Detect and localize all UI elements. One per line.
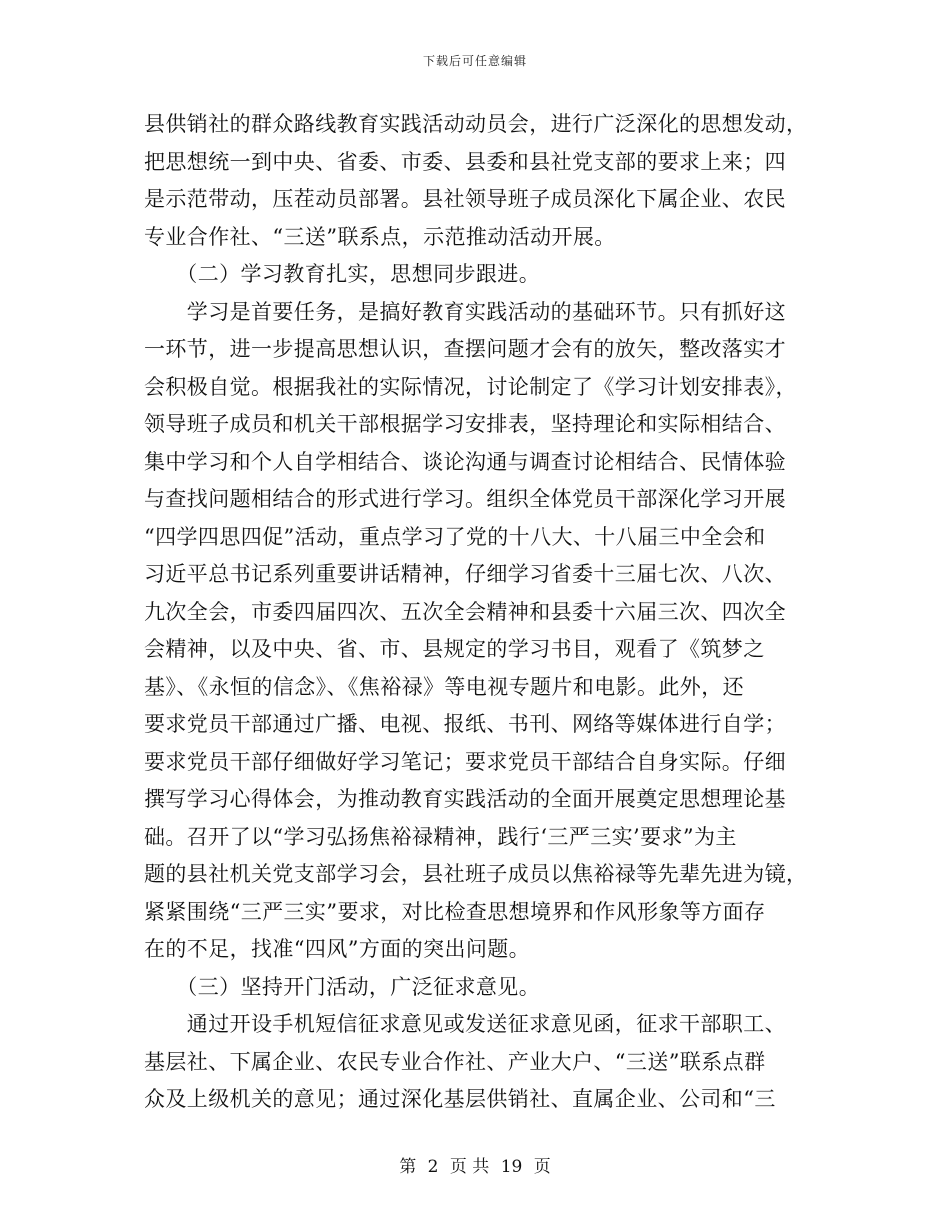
text-line: 集中学习和个人自学相结合、谈论沟通与调查讨论相结合、民情体验 <box>144 449 786 474</box>
page-prefix: 第 <box>399 1157 417 1177</box>
text-line: “四学四思四促”活动，重点学习了党的十八大、十八届三中全会和 <box>144 524 766 549</box>
text-line: 与查找问题相结合的形式进行学习。组织全体党员干部深化学习开展 <box>144 487 786 511</box>
text-line: 基层社、下属企业、农民专业合作社、产业大户、“三送”联系点群 <box>144 1049 766 1074</box>
page-middle-text: 页 共 <box>449 1157 490 1177</box>
text-line: 要求党员干部仔细做好学习笔记；要求党员干部结合自身实际。仔细 <box>144 749 786 774</box>
text-line: 撰写学习心得体会，为推动教育实践活动的全面开展奠定思想理论基 <box>144 787 786 811</box>
text-line: 学习是首要任务，是搞好教育实践活动的基础环节。只有抓好这 <box>144 299 786 324</box>
text-line: 领导班子成员和机关干部根据学习安排表，坚持理论和实际相结合、 <box>144 412 786 436</box>
text-line: 把思想统一到中央、省委、市委、县委和县社党支部的要求上来；四 <box>144 149 786 174</box>
current-page-number: 2 <box>427 1157 439 1177</box>
text-line: 会积极自觉。根据我社的实际情况，讨论制定了《学习计划安排表》， <box>144 374 797 399</box>
section-heading: （二）学习教育扎实，思想同步跟进。 <box>144 262 541 286</box>
text-line: 县供销社的群众路线教育实践活动动员会，进行广泛深化的思想发动， <box>144 112 808 136</box>
text-line: 紧紧围绕“三严三实”要求，对比检查思想境界和作风形象等方面存 <box>144 899 766 924</box>
text-line: 一环节，进一步提高思想认识，查摆问题才会有的放矢，整改落实才 <box>144 337 786 361</box>
text-line: 是示范带动，压茬动员部署。县社领导班子成员深化下属企业、农民 <box>144 187 786 211</box>
document-body <box>144 106 808 1119</box>
page-header: 下载后可任意编辑 <box>422 54 527 68</box>
section-heading: （三）坚持开门活动，广泛征求意见。 <box>144 974 541 999</box>
page-suffix: 页 <box>533 1157 551 1177</box>
text-line: 会精神，以及中央、省、市、县规定的学习书目，观看了《筑梦之 <box>144 637 765 661</box>
text-line: 在的不足，找准“四风”方面的突出问题。 <box>144 937 531 961</box>
page-number-footer <box>0 1152 950 1177</box>
text-line: 九次全会，市委四届四次、五次全会精神和县委十六届三次、四次全 <box>144 599 786 624</box>
text-line: 础。召开了以“学习弘扬焦裕禄精神，践行‘三严三实’要求”为主 <box>144 824 737 849</box>
text-line: 习近平总书记系列重要讲话精神，仔细学习省委十三届七次、八次、 <box>144 562 786 586</box>
total-page-count: 19 <box>500 1157 523 1177</box>
text-line: 题的县社机关党支部学习会，县社班子成员以焦裕禄等先辈先进为镜， <box>144 862 808 886</box>
text-line: 基》、《永恒的信念》、《焦裕禄》等电视专题片和电影。此外，还 <box>144 674 744 699</box>
text-line: 专业合作社、“三送”联系点，示范推动活动开展。 <box>144 224 616 249</box>
text-line: 通过开设手机短信征求意见或发送征求意见函，征求干部职工、 <box>144 1012 786 1036</box>
text-line: 要求党员干部通过广播、电视、报纸、书刊、网络等媒体进行自学； <box>144 712 786 736</box>
text-line: 众及上级机关的意见；通过深化基层供销社、直属企业、公司和“三 <box>144 1087 776 1111</box>
